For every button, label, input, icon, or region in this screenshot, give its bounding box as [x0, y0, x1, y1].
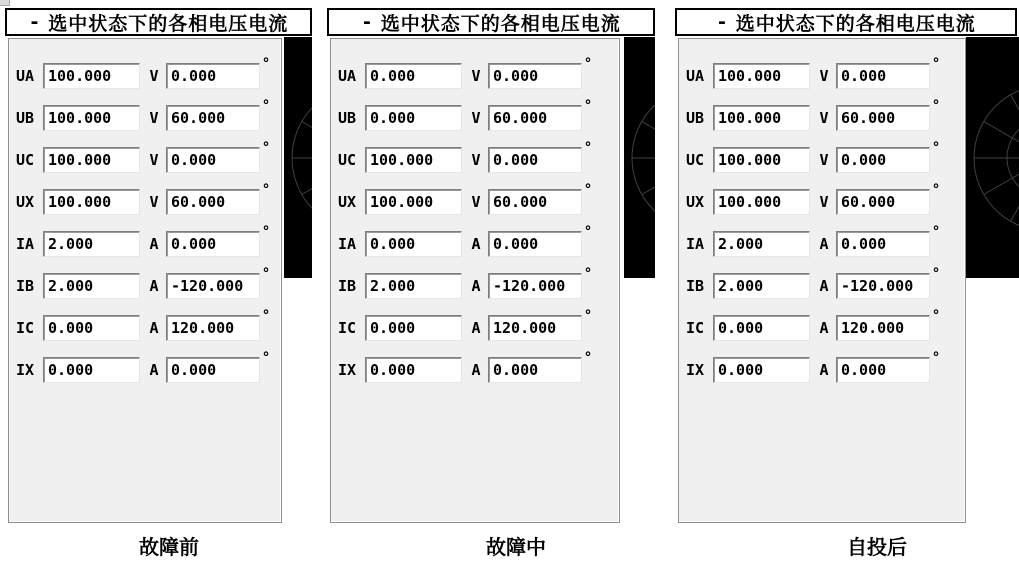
unit-label: A — [149, 235, 159, 253]
phase-row — [16, 140, 281, 173]
phase-row — [338, 56, 619, 89]
magnitude-input[interactable] — [713, 231, 810, 257]
degree-symbol: ° — [584, 56, 592, 72]
phase-label: UC — [338, 151, 357, 169]
phase-row — [338, 140, 619, 173]
state-panel-autotransfer — [675, 0, 1019, 577]
unit-label: V — [149, 67, 159, 85]
phasor-scope-partial — [966, 37, 1019, 278]
degree-symbol: ° — [584, 182, 592, 198]
angle-input[interactable] — [488, 273, 582, 299]
unit-label: V — [819, 151, 829, 169]
angle-input[interactable] — [836, 273, 930, 299]
degree-symbol: ° — [262, 224, 270, 240]
magnitude-input[interactable] — [43, 357, 140, 383]
magnitude-input[interactable] — [43, 315, 140, 341]
phase-row — [686, 224, 965, 257]
phase-row — [686, 140, 965, 173]
state-panel-prefault — [5, 0, 313, 577]
magnitude-input[interactable] — [43, 231, 140, 257]
degree-symbol: ° — [262, 266, 270, 282]
magnitude-input[interactable] — [43, 189, 140, 215]
collapse-indicator-icon[interactable]: - — [361, 11, 374, 33]
stage-caption: 自投后 — [847, 535, 907, 559]
angle-input[interactable] — [488, 105, 582, 131]
phase-label: IA — [686, 235, 705, 253]
angle-input[interactable] — [836, 357, 930, 383]
phase-row — [16, 182, 281, 215]
phase-label: UA — [686, 67, 705, 85]
phase-row — [16, 266, 281, 299]
phase-label: UA — [338, 67, 357, 85]
phase-label: IC — [338, 319, 357, 337]
magnitude-input[interactable] — [43, 147, 140, 173]
unit-label: A — [149, 319, 159, 337]
magnitude-input[interactable] — [713, 315, 810, 341]
phase-label: UC — [16, 151, 35, 169]
phase-label: IB — [338, 277, 357, 295]
phasor-grid-icon — [284, 37, 312, 278]
degree-symbol: ° — [262, 350, 270, 366]
panel-title-bar — [675, 8, 1017, 36]
phasor-scope-partial — [624, 37, 655, 278]
angle-input[interactable] — [488, 357, 582, 383]
phase-row — [16, 98, 281, 131]
degree-symbol: ° — [262, 182, 270, 198]
degree-symbol: ° — [584, 308, 592, 324]
degree-symbol: ° — [932, 56, 940, 72]
unit-label: V — [471, 109, 481, 127]
unit-label: V — [149, 151, 159, 169]
phase-label: UX — [338, 193, 357, 211]
phase-label: UC — [686, 151, 705, 169]
unit-label: V — [471, 193, 481, 211]
phase-values-body — [678, 38, 966, 523]
unit-label: V — [149, 109, 159, 127]
unit-label: A — [471, 235, 481, 253]
unit-label: V — [819, 109, 829, 127]
unit-label: A — [819, 277, 829, 295]
magnitude-input[interactable] — [365, 357, 462, 383]
unit-label: A — [471, 319, 481, 337]
unit-label: A — [819, 361, 829, 379]
unit-label: V — [471, 151, 481, 169]
unit-label: V — [471, 67, 481, 85]
phase-row — [338, 182, 619, 215]
panel-title: 选中状态下的各相电压电流 — [380, 12, 621, 35]
angle-input[interactable] — [836, 189, 930, 215]
collapse-indicator-icon[interactable]: - — [28, 11, 42, 33]
phase-label: IC — [686, 319, 705, 337]
degree-symbol: ° — [262, 308, 270, 324]
phase-label: IB — [16, 277, 35, 295]
angle-input[interactable] — [836, 315, 930, 341]
degree-symbol: ° — [932, 140, 940, 156]
magnitude-input[interactable] — [713, 105, 810, 131]
degree-symbol: ° — [932, 98, 940, 114]
phase-label: IB — [686, 277, 705, 295]
magnitude-input[interactable] — [43, 105, 140, 131]
angle-input[interactable] — [166, 231, 260, 257]
angle-input[interactable] — [488, 63, 582, 89]
phase-label: UX — [16, 193, 35, 211]
magnitude-input[interactable] — [43, 63, 140, 89]
magnitude-input[interactable] — [365, 63, 462, 89]
phase-row — [686, 182, 965, 215]
degree-symbol: ° — [584, 350, 592, 366]
phasor-grid-icon — [966, 37, 1019, 278]
stage-caption: 故障中 — [486, 535, 546, 559]
phase-row — [686, 266, 965, 299]
angle-input[interactable] — [166, 315, 260, 341]
phase-row — [338, 350, 619, 383]
phase-row — [16, 56, 281, 89]
phase-row — [338, 98, 619, 131]
phase-label: IX — [16, 361, 35, 379]
unit-label: A — [471, 361, 481, 379]
unit-label: A — [149, 361, 159, 379]
degree-symbol: ° — [932, 182, 940, 198]
phase-row — [686, 98, 965, 131]
phase-row — [16, 308, 281, 341]
magnitude-input[interactable] — [365, 273, 462, 299]
phase-row — [686, 350, 965, 383]
degree-symbol: ° — [584, 224, 592, 240]
collapse-indicator-icon[interactable]: - — [716, 11, 729, 33]
unit-label: A — [819, 319, 829, 337]
angle-input[interactable] — [166, 147, 260, 173]
state-panel-fault — [327, 0, 655, 577]
unit-label: A — [819, 235, 829, 253]
degree-symbol: ° — [932, 350, 940, 366]
magnitude-input[interactable] — [365, 147, 462, 173]
phasor-grid-icon — [624, 37, 655, 278]
angle-input[interactable] — [836, 105, 930, 131]
phase-label: UB — [686, 109, 705, 127]
phase-label: UB — [16, 109, 35, 127]
angle-input[interactable] — [836, 63, 930, 89]
panel-title: 选中状态下的各相电压电流 — [48, 12, 289, 35]
phase-row — [338, 308, 619, 341]
angle-input[interactable] — [166, 189, 260, 215]
stage-caption: 故障前 — [139, 535, 199, 559]
phase-label: IA — [16, 235, 35, 253]
angle-input[interactable] — [836, 147, 930, 173]
panel-title-bar — [327, 8, 655, 36]
angle-input[interactable] — [166, 273, 260, 299]
magnitude-input[interactable] — [713, 147, 810, 173]
phase-row — [16, 224, 281, 257]
angle-input[interactable] — [166, 357, 260, 383]
degree-symbol: ° — [932, 266, 940, 282]
phasor-scope-partial — [284, 37, 312, 278]
phase-values-body — [8, 38, 282, 523]
magnitude-input[interactable] — [713, 357, 810, 383]
magnitude-input[interactable] — [365, 231, 462, 257]
phase-label: IA — [338, 235, 357, 253]
phase-row — [686, 308, 965, 341]
unit-label: V — [819, 193, 829, 211]
angle-input[interactable] — [488, 315, 582, 341]
phase-row — [686, 56, 965, 89]
angle-input[interactable] — [166, 105, 260, 131]
unit-label: V — [149, 193, 159, 211]
degree-symbol: ° — [932, 224, 940, 240]
unit-label: A — [149, 277, 159, 295]
degree-symbol: ° — [262, 56, 270, 72]
degree-symbol: ° — [262, 98, 270, 114]
degree-symbol: ° — [932, 308, 940, 324]
phase-row — [338, 266, 619, 299]
phase-values-body — [330, 38, 620, 523]
phase-label: UB — [338, 109, 357, 127]
phase-label: IC — [16, 319, 35, 337]
angle-input[interactable] — [488, 231, 582, 257]
magnitude-input[interactable] — [713, 63, 810, 89]
phase-label: IX — [686, 361, 705, 379]
phase-row — [338, 224, 619, 257]
panel-title-bar — [5, 8, 312, 36]
panel-title: 选中状态下的各相电压电流 — [735, 12, 976, 35]
unit-label: V — [819, 67, 829, 85]
magnitude-input[interactable] — [43, 273, 140, 299]
magnitude-input[interactable] — [365, 189, 462, 215]
degree-symbol: ° — [584, 98, 592, 114]
phase-label: IX — [338, 361, 357, 379]
unit-label: A — [471, 277, 481, 295]
angle-input[interactable] — [166, 63, 260, 89]
magnitude-input[interactable] — [713, 273, 810, 299]
angle-input[interactable] — [488, 147, 582, 173]
degree-symbol: ° — [584, 140, 592, 156]
phase-label: UX — [686, 193, 705, 211]
degree-symbol: ° — [262, 140, 270, 156]
magnitude-input[interactable] — [713, 189, 810, 215]
magnitude-input[interactable] — [365, 105, 462, 131]
phase-label: UA — [16, 67, 35, 85]
degree-symbol: ° — [584, 266, 592, 282]
angle-input[interactable] — [488, 189, 582, 215]
phase-row — [16, 350, 281, 383]
magnitude-input[interactable] — [365, 315, 462, 341]
angle-input[interactable] — [836, 231, 930, 257]
